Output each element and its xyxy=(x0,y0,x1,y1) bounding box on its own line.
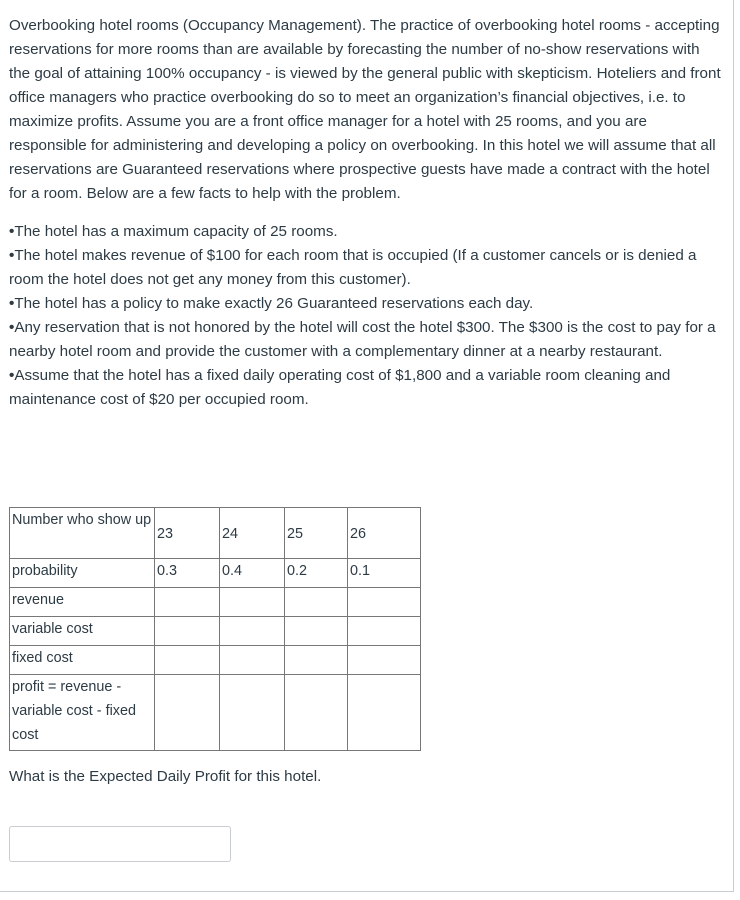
table-cell xyxy=(348,675,421,751)
table-cell xyxy=(155,646,220,675)
row-label-fixed-cost: fixed cost xyxy=(10,646,155,675)
table-cell xyxy=(155,617,220,646)
question-prompt: What is the Expected Daily Profit for this hotel. xyxy=(9,768,322,785)
table-row xyxy=(10,646,421,675)
fact-item: •The hotel has a policy to make exactly 26 Guaranteed reservations each day. xyxy=(9,295,534,312)
row-label-profit: profit = revenue - variable cost - fixed cost xyxy=(10,675,155,751)
table-cell xyxy=(220,646,285,675)
table-row xyxy=(10,559,421,588)
table-cell: 0.3 xyxy=(155,559,220,588)
table-cell xyxy=(220,588,285,617)
fact-item: •The hotel makes revenue of $100 for each room that is occupied (If a customer cancels or is denied a room the hotel does not get any money from this customer). xyxy=(9,247,697,288)
fact-item: •Assume that the hotel has a fixed daily operating cost of $1,800 and a variable room cleaning and maintenance cost of $20 per occupied room. xyxy=(9,367,671,408)
row-label-revenue: revenue xyxy=(10,588,155,617)
profit-table xyxy=(9,507,421,751)
bullet-icon: • xyxy=(9,319,15,336)
table-cell xyxy=(220,675,285,751)
table-cell xyxy=(155,675,220,751)
table-cell: 24 xyxy=(220,508,285,559)
table-cell: 25 xyxy=(285,508,348,559)
intro-paragraph: Overbooking hotel rooms (Occupancy Management). The practice of overbooking hotel rooms - accepting reservations for more rooms than are available by forecasting the number of no-show reservations with the goal of attaining 100% occupancy - is viewed by the general public with skepticism. Hoteliers and front office managers who practice overbooking do so to meet an organization’s financial objectives, i.e. to maximize profits. Assume you are a front office manager for a hotel with 25 rooms, and you are responsible for administering and developing a policy on overbooking. In this hotel we will assume that all reservations are Guaranteed reservations where prospective guests have made a contract with the hotel for a room. Below are a few facts to help with the problem. xyxy=(9,17,721,202)
bullet-icon: • xyxy=(9,223,15,240)
table-cell: 0.2 xyxy=(285,559,348,588)
bullet-icon: • xyxy=(9,247,15,264)
table-cell xyxy=(285,675,348,751)
table-row xyxy=(10,588,421,617)
table-cell xyxy=(285,646,348,675)
table-cell xyxy=(220,617,285,646)
question-body xyxy=(9,14,721,412)
fact-item: •The hotel has a maximum capacity of 25 rooms. xyxy=(9,223,338,240)
table-cell xyxy=(348,588,421,617)
table-row xyxy=(10,617,421,646)
table-cell xyxy=(285,617,348,646)
table-cell xyxy=(285,588,348,617)
table-cell xyxy=(155,588,220,617)
table-row xyxy=(10,675,421,751)
table-cell: 26 xyxy=(348,508,421,559)
row-label-variable-cost: variable cost xyxy=(10,617,155,646)
row-label-probability: probability xyxy=(10,559,155,588)
fact-item: •Any reservation that is not honored by the hotel will cost the hotel $300. The $300 is the cost to pay for a nearby hotel room and provide the customer with a complementary dinner at a nearby restaurant. xyxy=(9,319,716,360)
row-label-show-up: Number who show up xyxy=(10,508,155,559)
table-cell: 23 xyxy=(155,508,220,559)
table-row xyxy=(10,508,421,559)
table-cell: 0.4 xyxy=(220,559,285,588)
bullet-icon: • xyxy=(9,295,15,312)
table-cell xyxy=(348,646,421,675)
table-cell: 0.1 xyxy=(348,559,421,588)
answer-input[interactable] xyxy=(9,826,231,862)
bullet-icon: • xyxy=(9,367,15,384)
table-cell xyxy=(348,617,421,646)
